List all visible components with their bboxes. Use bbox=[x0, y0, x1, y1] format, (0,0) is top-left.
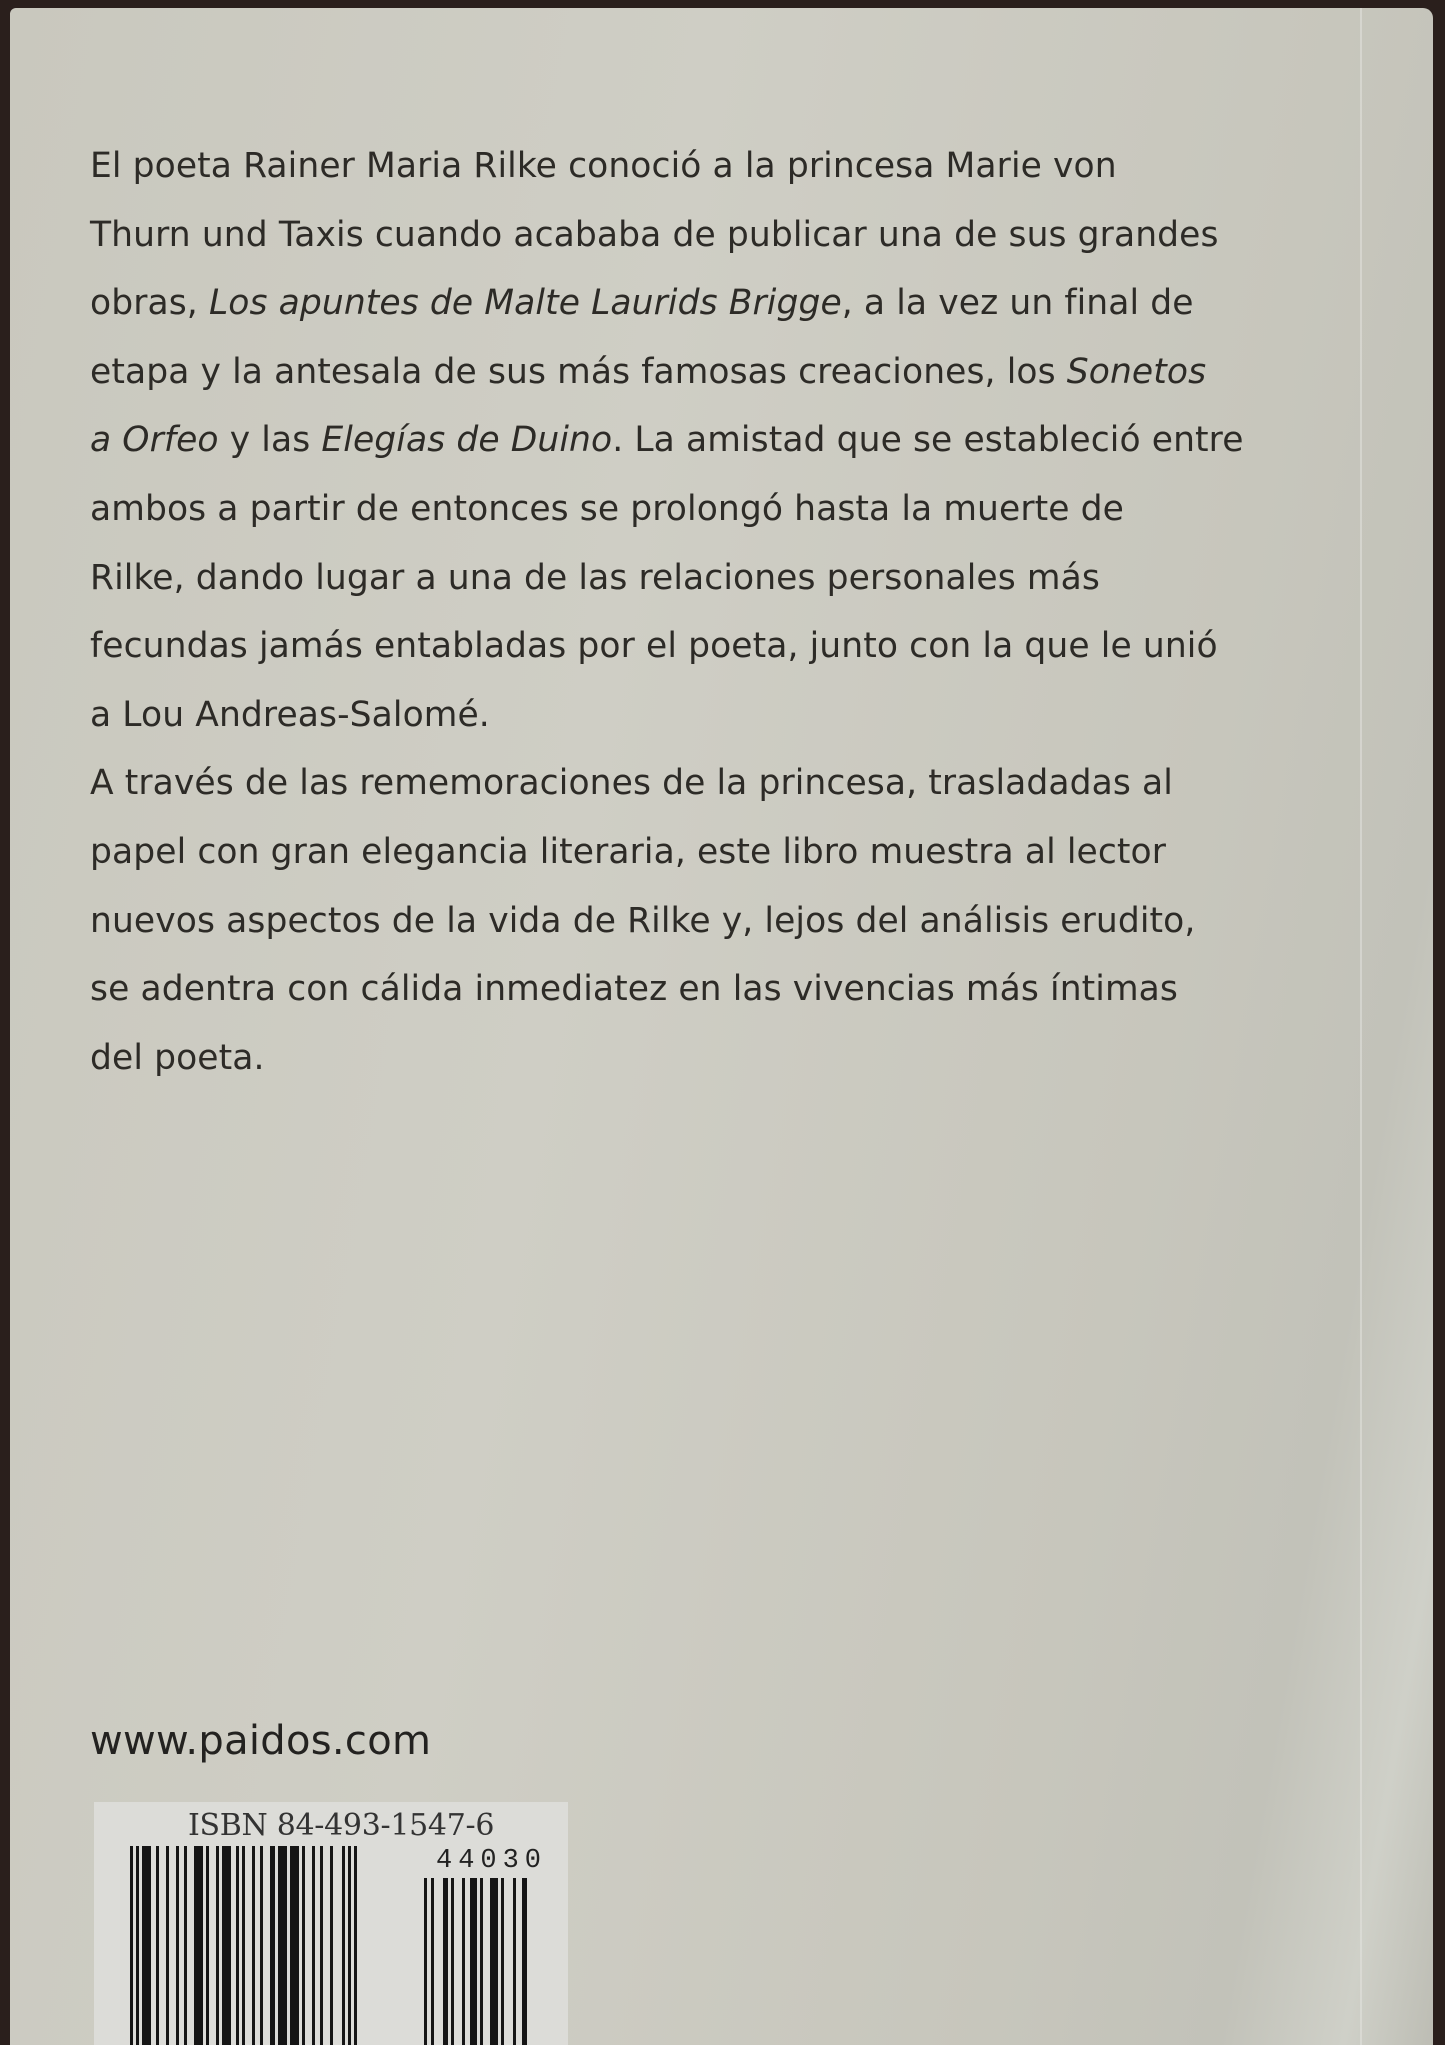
text-segment: nuevos aspectos de la vida de Rilke y, lejos del análisis erudito, bbox=[90, 900, 1196, 941]
blurb-paragraph bbox=[90, 749, 1290, 1092]
text-segment: , a la vez un final de bbox=[841, 283, 1194, 324]
barcode-bar bbox=[513, 1878, 516, 2045]
text-segment: A través de las rememoraciones de la princesa, trasladadas al bbox=[90, 763, 1173, 804]
barcode-bar bbox=[206, 1846, 209, 2045]
text-segment: . La amistad que se estableció entre bbox=[612, 420, 1244, 461]
barcode-bar bbox=[142, 1846, 151, 2045]
text-line bbox=[90, 955, 1290, 1024]
publisher-website: www.paidos.com bbox=[90, 1718, 432, 1764]
book-title-italic: Elegías de Duino bbox=[321, 420, 613, 461]
barcode-bar bbox=[312, 1846, 315, 2045]
barcode-bar bbox=[522, 1878, 527, 2045]
barcode-bar bbox=[176, 1846, 179, 2045]
barcode-bar bbox=[490, 1878, 498, 2045]
barcode-bar bbox=[194, 1846, 203, 2045]
barcode-bar bbox=[236, 1846, 239, 2045]
barcode-bar bbox=[462, 1878, 465, 2045]
cover-fold-line bbox=[1360, 8, 1362, 2045]
barcode-bar bbox=[136, 1846, 139, 2045]
text-line bbox=[90, 818, 1290, 887]
blurb-text bbox=[90, 132, 1290, 1092]
isbn-number: ISBN 84-493-1547-6 bbox=[188, 1808, 495, 1843]
book-title-italic: a Orfeo bbox=[90, 420, 219, 461]
barcode-addon-number: 44030 bbox=[436, 1846, 548, 1876]
barcode-bar bbox=[480, 1878, 483, 2045]
text-line bbox=[90, 749, 1290, 818]
barcode-bar bbox=[242, 1846, 245, 2045]
barcode-bar bbox=[252, 1846, 255, 2045]
text-segment: a Lou Andreas-Salomé. bbox=[90, 694, 490, 735]
barcode-bar bbox=[451, 1878, 454, 2045]
text-segment: El poeta Rainer Maria Rilke conoció a la princesa Marie von bbox=[90, 146, 1117, 186]
barcode-bar bbox=[278, 1846, 287, 2045]
barcode-bar bbox=[216, 1846, 219, 2045]
barcode-bar bbox=[342, 1846, 345, 2045]
blurb-paragraph bbox=[90, 132, 1290, 749]
text-segment: del poeta. bbox=[90, 1037, 265, 1078]
text-segment: fecundas jamás entabladas por el poeta, junto con la que le unió bbox=[90, 626, 1218, 667]
barcode-bar bbox=[330, 1846, 333, 2045]
barcode-bar bbox=[184, 1846, 187, 2045]
text-segment: y las bbox=[218, 420, 322, 461]
text-line bbox=[90, 201, 1290, 270]
barcode-bar bbox=[354, 1846, 357, 2045]
text-line bbox=[90, 612, 1290, 681]
text-line bbox=[90, 269, 1290, 338]
barcode-bar bbox=[270, 1846, 275, 2045]
text-segment: papel con gran elegancia literaria, este libro muestra al lector bbox=[90, 831, 1167, 872]
barcode-bar bbox=[443, 1878, 448, 2045]
barcode-bar bbox=[156, 1846, 159, 2045]
barcode-bar bbox=[348, 1846, 351, 2045]
text-line bbox=[90, 475, 1290, 544]
text-segment: se adentra con cálida inmediatez en las vivencias más íntimas bbox=[90, 969, 1178, 1010]
barcode-bar bbox=[290, 1846, 299, 2045]
barcode-bar bbox=[166, 1846, 169, 2045]
barcode-bar bbox=[130, 1846, 133, 2045]
text-segment: Rilke, dando lugar a una de las relaciones personales más bbox=[90, 557, 1100, 598]
book-title-italic: Sonetos bbox=[1066, 351, 1207, 392]
book-title-italic: Los apuntes de Malte Laurids Brigge bbox=[208, 283, 842, 324]
text-segment: etapa y la antesala de sus más famosas creaciones, los bbox=[90, 351, 1067, 392]
barcode-addon-icon bbox=[424, 1878, 559, 2045]
text-line bbox=[90, 406, 1290, 475]
barcode-bar bbox=[424, 1878, 427, 2045]
barcode-bar bbox=[470, 1878, 477, 2045]
text-segment: obras, bbox=[90, 283, 209, 324]
text-line bbox=[90, 132, 1290, 201]
text-segment: ambos a partir de entonces se prolongó hasta la muerte de bbox=[90, 488, 1124, 529]
text-line bbox=[90, 338, 1290, 407]
barcode-bar bbox=[260, 1846, 263, 2045]
barcode-bar bbox=[302, 1846, 305, 2045]
barcode-bar bbox=[431, 1878, 434, 2045]
text-segment: Thurn und Taxis cuando acababa de publicar una de sus grandes bbox=[90, 214, 1219, 255]
barcode-bar bbox=[222, 1846, 231, 2045]
text-line bbox=[90, 887, 1290, 956]
text-line bbox=[90, 544, 1290, 613]
barcode-bar bbox=[501, 1878, 504, 2045]
barcode-bar bbox=[320, 1846, 323, 2045]
barcode-icon bbox=[130, 1846, 430, 2045]
text-line bbox=[90, 681, 1290, 750]
text-line bbox=[90, 1024, 1290, 1093]
